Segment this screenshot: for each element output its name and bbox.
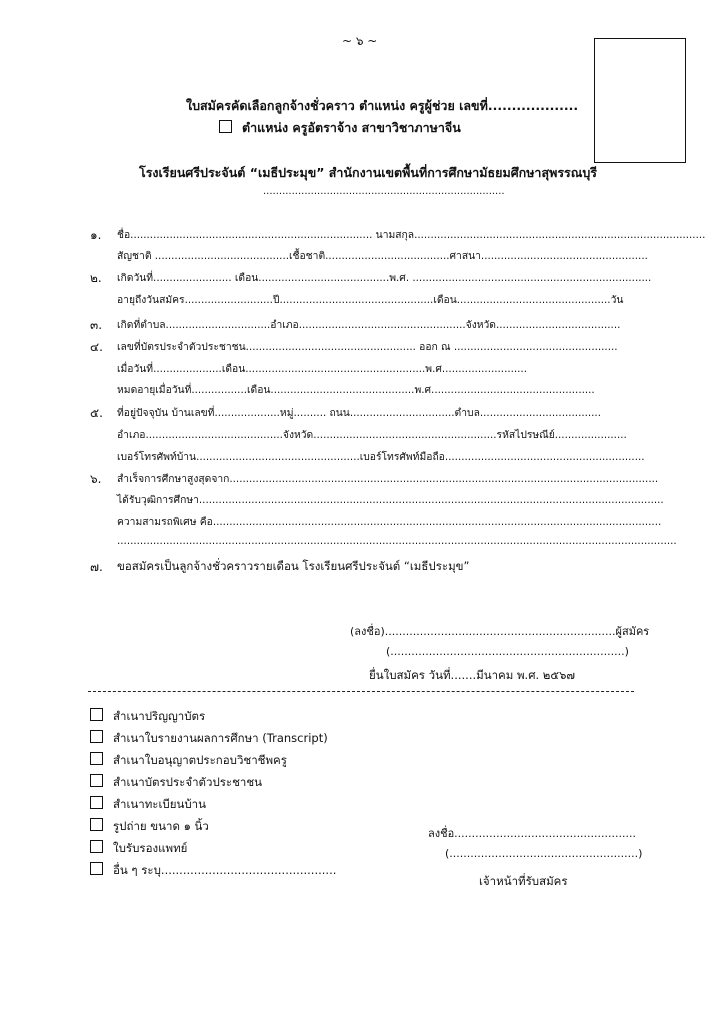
checkbox[interactable] bbox=[90, 862, 103, 875]
item-number: ๗. bbox=[90, 560, 103, 574]
district-field-line[interactable]: อำเภอ..........................................จังหวัด........................................................รหัสไปรษณีย์...................... bbox=[117, 429, 627, 441]
submission-date: ยื่นใบสมัคร วันที่.......มีนาคม พ.ศ. ๒๕๖๗ bbox=[369, 668, 576, 682]
item-number: ๓. bbox=[90, 318, 103, 332]
checklist-item: สำเนาทะเบียนบ้าน bbox=[90, 796, 206, 814]
checklist-item: ใบรับรองแพทย์ bbox=[90, 840, 187, 858]
item-number: ๔. bbox=[90, 340, 103, 354]
checklist-item: สำเนาปริญญาบัตร bbox=[90, 708, 205, 726]
issue-date-field-line[interactable]: เมื่อวันที่.....................เดือน.......................................................พ.ศ.......................... bbox=[117, 363, 527, 375]
nationality-field-line[interactable]: สัญชาติ .........................................เชื้อชาติ......................................ศาสนา................................................... bbox=[117, 250, 648, 262]
checkbox[interactable] bbox=[90, 818, 103, 831]
applicant-signature-line[interactable]: (ลงชื่อ)..................................................................ผู้สมัคร bbox=[350, 625, 650, 638]
checkbox[interactable] bbox=[90, 708, 103, 721]
officer-signature-line[interactable]: ลงชื่อ.................................................... bbox=[428, 827, 637, 840]
age-field-line[interactable]: อายุถึงวันสมัคร...........................ปี...............................................เดือน...............................................วัน bbox=[117, 294, 624, 306]
checkbox[interactable] bbox=[90, 752, 103, 765]
address-field-line[interactable]: ที่อยู่ปัจจุบัน บ้านเลขที่....................หมู่.......... ถนน................................ตำบล..................................... bbox=[117, 407, 601, 419]
degree-field-line[interactable]: ได้รับวุฒิการศึกษา.............................................................................................................................................. bbox=[117, 494, 664, 506]
checklist-item: สำเนาบัตรประจำตัวประชาชน bbox=[90, 774, 262, 792]
officer-role: เจ้าหน้าที่รับสมัคร bbox=[479, 874, 568, 888]
checkbox[interactable] bbox=[90, 796, 103, 809]
name-field-line[interactable]: ชื่อ.......................................................................... นามสกุล......................................................................................... bbox=[117, 229, 706, 241]
form-title: ใบสมัครคัดเลือกลูกจ้างชั่วคราว ตำแหน่ง ครูผู้ช่วย เลขที่................... bbox=[186, 98, 579, 113]
skills-field-line[interactable]: ความสามรถพิเศษ คือ......................................................................................................................................... bbox=[117, 516, 662, 528]
position-line bbox=[219, 118, 461, 138]
checklist-item: สำเนาใบอนุญาตประกอบวิชาชีพครู bbox=[90, 752, 287, 770]
page-number: ~ ๖ ~ bbox=[342, 34, 378, 48]
position-checkbox[interactable] bbox=[219, 120, 232, 133]
birthplace-field-line[interactable]: เกิดที่ตำบล................................อำเภอ...................................................จังหวัด...................................... bbox=[117, 319, 621, 331]
item-number: ๖. bbox=[90, 472, 102, 486]
school-line: โรงเรียนศรีประจันต์ “เมธีประมุข” สำนักงานเขตพื้นที่การศึกษามัธยมศึกษาสุพรรณบุรี bbox=[139, 165, 597, 180]
education-field-line[interactable]: สำเร็จการศึกษาสูงสุดจาก................................................................................................................................... bbox=[117, 473, 659, 485]
item-number: ๒. bbox=[90, 271, 102, 285]
photo-box bbox=[594, 38, 686, 163]
checklist-item: อื่น ๆ ระบุ................................................ bbox=[90, 862, 336, 880]
position-label: ตำแหน่ง ครูอัตราจ้าง สาขาวิชาภาษาจีน bbox=[242, 120, 461, 135]
skills-extra-line[interactable]: ........................................................................................................................................................................... bbox=[117, 535, 677, 547]
dashed-divider bbox=[88, 691, 634, 692]
birthdate-field-line[interactable]: เกิดวันที่........................ เดือน........................................พ.ศ. ......................................................................... bbox=[117, 272, 652, 284]
applicant-name-line[interactable]: (...................................................................) bbox=[386, 645, 629, 658]
id-card-field-line[interactable]: เลขที่บัตรประจำตัวประชาชน.................................................... ออก ณ .................................................. bbox=[117, 341, 618, 353]
officer-name-line[interactable]: (......................................................) bbox=[445, 847, 643, 860]
checklist-item: สำเนาใบรายงานผลการศึกษา (Transcript) bbox=[90, 730, 328, 748]
checkbox[interactable] bbox=[90, 840, 103, 853]
application-statement: ขอสมัครเป็นลูกจ้างชั่วคราวรายเดือน โรงเรียนศรีประจันต์ “เมธีประมุข” bbox=[117, 559, 470, 573]
school-dots: ............................................................................ bbox=[263, 186, 505, 197]
checklist-item: รูปถ่าย ขนาด ๑ นิ้ว bbox=[90, 818, 209, 836]
item-number: ๕. bbox=[90, 406, 103, 420]
checkbox[interactable] bbox=[90, 774, 103, 787]
expiry-date-field-line[interactable]: หมดอายุเมื่อวันที่.................เดือน............................................พ.ศ.................................................. bbox=[117, 384, 595, 396]
checkbox[interactable] bbox=[90, 730, 103, 743]
item-number: ๑. bbox=[90, 228, 102, 242]
phone-field-line[interactable]: เบอร์โทรศัพท์บ้าน..................................................เบอร์โทรศัพท์มือถือ............................................................. bbox=[117, 451, 645, 463]
